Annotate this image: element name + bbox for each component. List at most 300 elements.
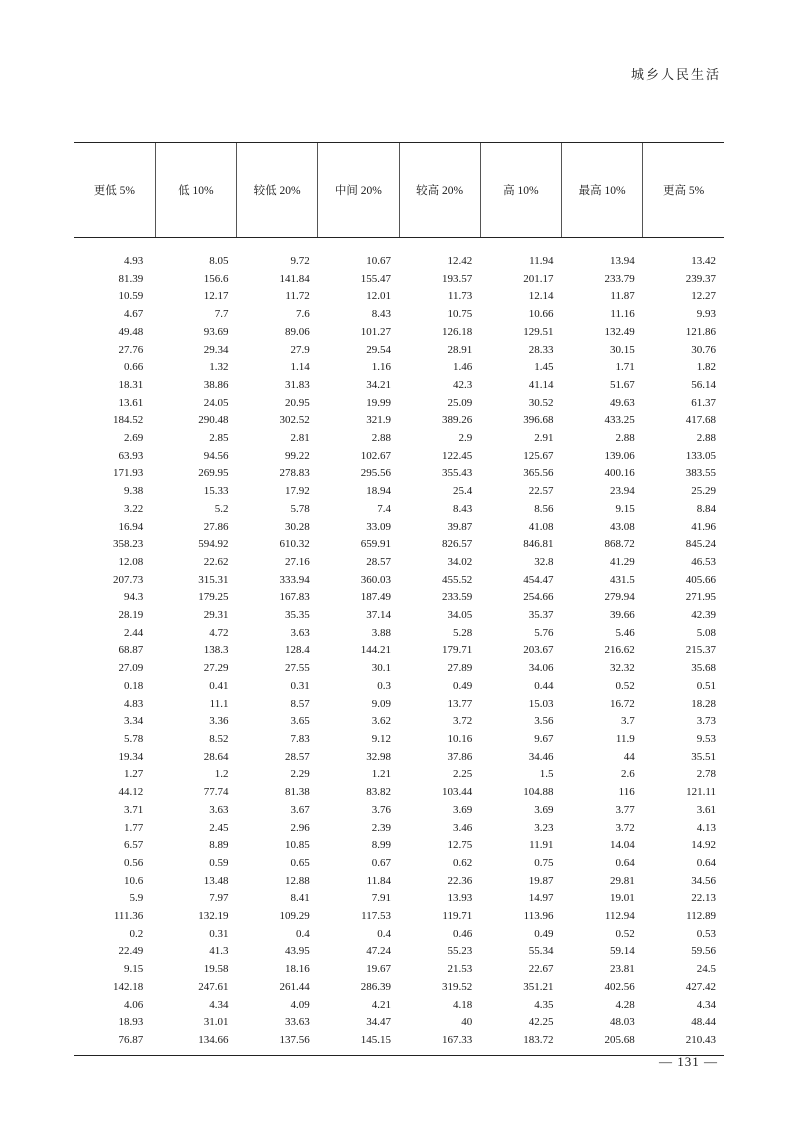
table-cell: 49.63 — [610, 396, 635, 409]
table-row — [74, 660, 724, 678]
table-cell: 389.26 — [442, 414, 473, 427]
table-cell: 10.85 — [285, 839, 310, 852]
table-cell: 0.31 — [209, 927, 229, 940]
table-cell: 141.84 — [279, 272, 310, 285]
table-cell: 358.23 — [113, 538, 144, 551]
table-row — [74, 572, 724, 590]
table-cell: 27.9 — [290, 343, 310, 356]
table-cell: 156.6 — [203, 272, 229, 285]
table-row — [74, 873, 724, 891]
table-cell: 0.56 — [124, 856, 144, 869]
table-cell: 269.95 — [198, 467, 229, 480]
table-cell: 27.76 — [118, 343, 144, 356]
table-cell: 0.18 — [124, 679, 144, 692]
table-cell: 10.66 — [528, 308, 554, 321]
page-number: — 131 — — [659, 1054, 718, 1069]
table-row — [74, 731, 724, 749]
table-cell: 2.88 — [371, 432, 391, 445]
table-cell: 0.51 — [696, 679, 716, 692]
table-cell: 2.6 — [621, 768, 635, 781]
table-cell: 41.14 — [528, 378, 554, 391]
table-cell: 28.19 — [118, 609, 144, 622]
table-cell: 48.03 — [610, 1016, 635, 1029]
table-cell: 193.57 — [442, 272, 473, 285]
table-cell: 41.96 — [691, 520, 716, 533]
table-cell: 24.5 — [696, 963, 716, 976]
table-cell: 39.87 — [447, 520, 473, 533]
table-cell: 594.92 — [198, 538, 229, 551]
table-cell: 2.39 — [371, 821, 391, 834]
table-cell: 3.7 — [621, 715, 635, 728]
column-header: 较高 20% — [399, 143, 480, 238]
table-cell: 2.44 — [124, 626, 144, 639]
table-cell: 3.22 — [124, 502, 144, 515]
table-cell: 0.67 — [371, 856, 391, 869]
table-cell: 22.36 — [447, 874, 473, 887]
table-cell: 7.4 — [377, 502, 391, 515]
table-cell: 59.14 — [610, 945, 635, 958]
table-cell: 138.3 — [203, 644, 229, 657]
table-cell: 11.9 — [615, 732, 635, 745]
table-cell: 1.5 — [539, 768, 554, 781]
table-cell: 427.42 — [685, 980, 716, 993]
table-cell: 0.53 — [696, 927, 716, 940]
table-cell: 261.44 — [279, 980, 310, 993]
table-cell: 12.27 — [691, 290, 716, 303]
table-cell: 81.39 — [118, 272, 144, 285]
table-cell: 1.82 — [696, 361, 716, 374]
table-cell: 20.95 — [285, 396, 310, 409]
table-cell: 3.63 — [290, 626, 310, 639]
table-header — [74, 143, 724, 238]
table-row — [74, 908, 724, 926]
table-cell: 3.34 — [124, 715, 144, 728]
table-cell: 46.53 — [691, 555, 716, 568]
table-cell: 845.24 — [685, 538, 716, 551]
table-row — [74, 465, 724, 483]
table-cell: 0.75 — [534, 856, 554, 869]
table-cell: 417.68 — [685, 414, 716, 427]
table-cell: 2.69 — [124, 432, 144, 445]
table-row — [74, 855, 724, 873]
table-cell: 13.42 — [691, 255, 716, 267]
table-cell: 34.05 — [447, 609, 473, 622]
table-cell: 13.48 — [203, 874, 229, 887]
table-cell: 76.87 — [118, 1033, 144, 1046]
table-cell: 5.9 — [129, 892, 144, 905]
table-cell: 239.37 — [685, 272, 716, 285]
table-cell: 1.14 — [290, 361, 310, 374]
column-header: 更低 5% — [74, 143, 155, 238]
table-cell: 3.23 — [534, 821, 554, 834]
table-cell: 1.46 — [453, 361, 473, 374]
table-cell: 1.77 — [124, 821, 144, 834]
table-cell: 29.54 — [366, 343, 391, 356]
table-cell: 10.59 — [118, 290, 144, 303]
column-header: 高 10% — [480, 143, 561, 238]
table-cell: 187.49 — [360, 591, 391, 604]
table-cell: 9.72 — [290, 255, 310, 267]
table-cell: 13.61 — [118, 396, 144, 409]
table-cell: 271.95 — [685, 591, 716, 604]
table-cell: 30.28 — [285, 520, 310, 533]
table-cell: 9.93 — [696, 308, 716, 321]
table-cell: 129.51 — [523, 325, 554, 338]
table-cell: 0.44 — [534, 679, 554, 692]
table-cell: 39.66 — [610, 609, 635, 622]
table-cell: 12.75 — [447, 839, 473, 852]
table-cell: 4.13 — [696, 821, 716, 834]
table-cell: 1.21 — [371, 768, 391, 781]
table-cell: 12.42 — [447, 255, 473, 267]
table-row — [74, 501, 724, 519]
table-cell: 18.94 — [366, 485, 391, 498]
table-cell: 0.66 — [124, 361, 144, 374]
table-cell: 68.87 — [118, 644, 144, 657]
table-cell: 43.08 — [610, 520, 635, 533]
table-row — [74, 271, 724, 289]
table-cell: 41.08 — [528, 520, 554, 533]
table-cell: 3.63 — [209, 803, 229, 816]
table-cell: 210.43 — [685, 1033, 716, 1046]
table-row — [74, 642, 724, 660]
table-cell: 8.52 — [209, 732, 229, 745]
table-row — [74, 306, 724, 324]
table-cell: 16.94 — [118, 520, 144, 533]
table-cell: 9.67 — [534, 732, 554, 745]
table-cell: 25.29 — [691, 485, 716, 498]
table-row — [74, 713, 724, 731]
table-cell: 29.31 — [203, 609, 229, 622]
table-cell: 63.93 — [118, 449, 144, 462]
table-cell: 35.68 — [691, 662, 716, 675]
table-cell: 22.49 — [118, 945, 144, 958]
table-cell: 0.3 — [377, 679, 391, 692]
table-cell: 28.91 — [447, 343, 473, 356]
table-cell: 5.46 — [615, 626, 635, 639]
table-cell: 2.91 — [534, 432, 554, 445]
table-cell: 8.43 — [453, 502, 473, 515]
table-cell: 7.97 — [209, 892, 229, 905]
table-row — [74, 1014, 724, 1032]
table-cell: 104.88 — [523, 786, 554, 799]
table-cell: 5.08 — [696, 626, 716, 639]
table-cell: 295.56 — [360, 467, 391, 480]
table-cell: 137.56 — [279, 1033, 310, 1046]
table-cell: 13.77 — [447, 697, 473, 710]
column-header: 中间 20% — [318, 143, 399, 238]
table-row — [74, 359, 724, 377]
table-cell: 167.33 — [442, 1033, 473, 1046]
table-cell: 17.92 — [285, 485, 310, 498]
table-cell: 8.89 — [209, 839, 229, 852]
table-cell: 44 — [623, 750, 635, 763]
table-row — [74, 430, 724, 448]
table-cell: 286.39 — [360, 980, 391, 993]
table-cell: 126.18 — [442, 325, 473, 338]
table-cell: 34.21 — [366, 378, 391, 391]
table-cell: 22.62 — [203, 555, 229, 568]
table-cell: 1.16 — [371, 361, 391, 374]
table-cell: 32.98 — [366, 750, 391, 763]
table-cell: 31.01 — [203, 1016, 229, 1029]
table-row — [74, 678, 724, 696]
table-row — [74, 483, 724, 501]
table-cell: 3.67 — [290, 803, 310, 816]
table-cell: 15.03 — [528, 697, 554, 710]
table-cell: 30.76 — [691, 343, 716, 356]
table-cell: 19.99 — [366, 396, 391, 409]
table-cell: 360.03 — [360, 573, 391, 586]
table-cell: 9.12 — [371, 732, 391, 745]
table-cell: 101.27 — [360, 325, 391, 338]
table-cell: 35.37 — [528, 609, 554, 622]
table-cell: 0.64 — [615, 856, 635, 869]
table-cell: 27.86 — [203, 520, 229, 533]
table-cell: 31.83 — [285, 378, 310, 391]
table-cell: 35.35 — [285, 609, 310, 622]
table-cell: 1.71 — [615, 361, 635, 374]
table-cell: 30.52 — [528, 396, 554, 409]
table-cell: 10.67 — [366, 255, 391, 267]
table-cell: 44.12 — [118, 786, 144, 799]
table-cell: 400.16 — [604, 467, 635, 480]
table-cell: 659.91 — [360, 538, 391, 551]
table-cell: 3.62 — [371, 715, 391, 728]
table-cell: 33.09 — [366, 520, 391, 533]
table-cell: 7.7 — [214, 308, 229, 321]
table-cell: 0.52 — [615, 679, 635, 692]
table-row — [74, 377, 724, 395]
table-cell: 826.57 — [442, 538, 473, 551]
table-cell: 3.77 — [615, 803, 635, 816]
table-cell: 183.72 — [523, 1033, 554, 1046]
table-cell: 23.94 — [610, 485, 635, 498]
table-row — [74, 890, 724, 908]
table-cell: 0.49 — [534, 927, 554, 940]
table-cell: 2.45 — [209, 821, 229, 834]
table-cell: 4.09 — [290, 998, 310, 1011]
table-body — [74, 238, 724, 1056]
table-cell: 4.06 — [124, 998, 144, 1011]
table-cell: 8.99 — [371, 839, 391, 852]
table-row — [74, 519, 724, 537]
table-cell: 121.11 — [686, 786, 716, 799]
table-cell: 111.36 — [113, 910, 144, 923]
table-cell: 14.92 — [691, 839, 716, 852]
table-cell: 8.56 — [534, 502, 554, 515]
table-cell: 351.21 — [523, 980, 554, 993]
table-row — [74, 395, 724, 413]
table-cell: 25.09 — [447, 396, 473, 409]
table-cell: 9.38 — [124, 485, 144, 498]
table-cell: 302.52 — [279, 414, 310, 427]
table-cell: 455.52 — [442, 573, 473, 586]
table-cell: 2.81 — [290, 432, 310, 445]
table-cell: 19.34 — [118, 750, 144, 763]
table-cell: 125.67 — [523, 449, 554, 462]
table-cell: 279.94 — [604, 591, 635, 604]
table-cell: 0.4 — [377, 927, 391, 940]
table-cell: 38.86 — [203, 378, 229, 391]
table-cell: 89.06 — [285, 325, 310, 338]
table-cell: 3.72 — [453, 715, 473, 728]
table-cell: 11.87 — [610, 290, 635, 303]
table-cell: 321.9 — [366, 414, 391, 427]
table-cell: 19.01 — [610, 892, 635, 905]
table-cell: 12.17 — [203, 290, 229, 303]
table-cell: 27.16 — [285, 555, 310, 568]
table-cell: 28.57 — [366, 555, 391, 568]
table-cell: 5.78 — [290, 502, 310, 515]
table-cell: 29.81 — [610, 874, 635, 887]
table-cell: 2.96 — [290, 821, 310, 834]
table-cell: 290.48 — [198, 414, 229, 427]
table-cell: 396.68 — [523, 414, 554, 427]
table-row — [74, 536, 724, 554]
table-cell: 18.28 — [691, 697, 716, 710]
table-row — [74, 554, 724, 572]
table-cell: 0.52 — [615, 927, 635, 940]
table-cell: 2.9 — [458, 432, 473, 445]
table-cell: 24.05 — [203, 396, 229, 409]
table-cell: 16.72 — [610, 697, 635, 710]
table-cell: 23.81 — [610, 963, 635, 976]
table-row — [74, 253, 724, 271]
table-cell: 41.29 — [610, 555, 635, 568]
table-cell: 102.67 — [360, 449, 391, 462]
table-cell: 132.19 — [198, 910, 229, 923]
table-cell: 5.76 — [534, 626, 554, 639]
table-cell: 10.6 — [124, 874, 144, 887]
table-cell: 1.27 — [124, 768, 144, 781]
table-cell: 9.15 — [615, 502, 635, 515]
table-cell: 315.31 — [198, 573, 229, 586]
table-row — [74, 979, 724, 997]
table-cell: 22.57 — [528, 485, 554, 498]
table-cell: 0.31 — [290, 679, 310, 692]
column-header: 最高 10% — [562, 143, 643, 238]
table-cell: 4.83 — [124, 697, 144, 710]
table-cell: 1.2 — [214, 768, 229, 781]
table-cell: 34.56 — [691, 874, 716, 887]
table-cell: 233.59 — [442, 591, 473, 604]
table-cell: 4.34 — [696, 998, 716, 1011]
table-cell: 0.62 — [453, 856, 473, 869]
table-cell: 11.84 — [366, 874, 391, 887]
table-cell: 42.39 — [691, 609, 716, 622]
table-row — [74, 288, 724, 306]
table-cell: 3.72 — [615, 821, 635, 834]
table-cell: 134.66 — [198, 1033, 229, 1046]
table-cell: 4.18 — [453, 998, 473, 1011]
table-cell: 109.29 — [279, 910, 310, 923]
table-cell: 133.05 — [685, 449, 716, 462]
table-cell: 205.68 — [604, 1033, 635, 1046]
table-row — [74, 1032, 724, 1050]
table-cell: 2.88 — [615, 432, 635, 445]
table-cell: 2.25 — [453, 768, 473, 781]
table-cell: 201.17 — [523, 272, 554, 285]
table-cell: 56.14 — [691, 378, 716, 391]
table-cell: 1.32 — [209, 361, 229, 374]
table-cell: 34.46 — [528, 750, 554, 763]
table-cell: 28.64 — [203, 750, 229, 763]
table-cell: 7.6 — [296, 308, 310, 321]
table-cell: 2.88 — [696, 432, 716, 445]
table-cell: 19.87 — [528, 874, 554, 887]
table-cell: 203.67 — [523, 644, 554, 657]
table-cell: 216.62 — [604, 644, 635, 657]
table-cell: 12.01 — [366, 290, 391, 303]
table-row — [74, 926, 724, 944]
table-cell: 22.13 — [691, 892, 716, 905]
table-cell: 405.66 — [685, 573, 716, 586]
table-cell: 5.78 — [124, 732, 144, 745]
table-cell: 81.38 — [285, 786, 310, 799]
table-cell: 184.52 — [113, 414, 144, 427]
table-cell: 34.47 — [366, 1016, 391, 1029]
table-row — [74, 625, 724, 643]
table-cell: 3.61 — [696, 803, 716, 816]
table-cell: 25.4 — [453, 485, 473, 498]
table-cell: 35.51 — [691, 750, 716, 763]
table-cell: 4.21 — [371, 998, 391, 1011]
table-cell: 3.88 — [371, 626, 391, 639]
table-cell: 433.25 — [604, 414, 635, 427]
table-cell: 19.67 — [366, 963, 391, 976]
table-cell: 43.95 — [285, 945, 310, 958]
table-cell: 116 — [618, 786, 635, 799]
table-cell: 3.69 — [453, 803, 473, 816]
column-header: 更高 5% — [643, 143, 724, 238]
data-table — [74, 142, 724, 1056]
table-cell: 49.48 — [118, 325, 144, 338]
table-cell: 4.34 — [209, 998, 229, 1011]
table-cell: 113.96 — [523, 910, 554, 923]
table-cell: 55.23 — [447, 945, 473, 958]
table-cell: 355.43 — [442, 467, 473, 480]
table-cell: 40 — [461, 1016, 473, 1029]
table-cell: 12.88 — [285, 874, 310, 887]
table-cell: 383.55 — [685, 467, 716, 480]
table-cell: 42.25 — [528, 1016, 554, 1029]
table-cell: 9.15 — [124, 963, 144, 976]
table-cell: 13.93 — [447, 892, 473, 905]
table-row — [74, 820, 724, 838]
table-cell: 28.33 — [528, 343, 554, 356]
table-cell: 3.36 — [209, 715, 229, 728]
table-row — [74, 766, 724, 784]
table-cell: 0.59 — [209, 856, 229, 869]
table-cell: 83.82 — [366, 786, 391, 799]
table-cell: 27.09 — [118, 662, 144, 675]
table-cell: 145.15 — [360, 1033, 391, 1046]
table-cell: 3.69 — [534, 803, 554, 816]
table-row — [74, 997, 724, 1015]
column-header: 较低 20% — [237, 143, 318, 238]
spacer-row — [74, 238, 724, 254]
table-cell: 37.86 — [447, 750, 473, 763]
table-cell: 402.56 — [604, 980, 635, 993]
table-cell: 4.93 — [124, 255, 144, 267]
table-cell: 32.8 — [534, 555, 554, 568]
table-cell: 0.49 — [453, 679, 473, 692]
table-cell: 171.93 — [113, 467, 144, 480]
running-head: 城乡人民生活 — [630, 67, 721, 82]
table-cell: 144.21 — [360, 644, 391, 657]
table-cell: 18.31 — [118, 378, 144, 391]
